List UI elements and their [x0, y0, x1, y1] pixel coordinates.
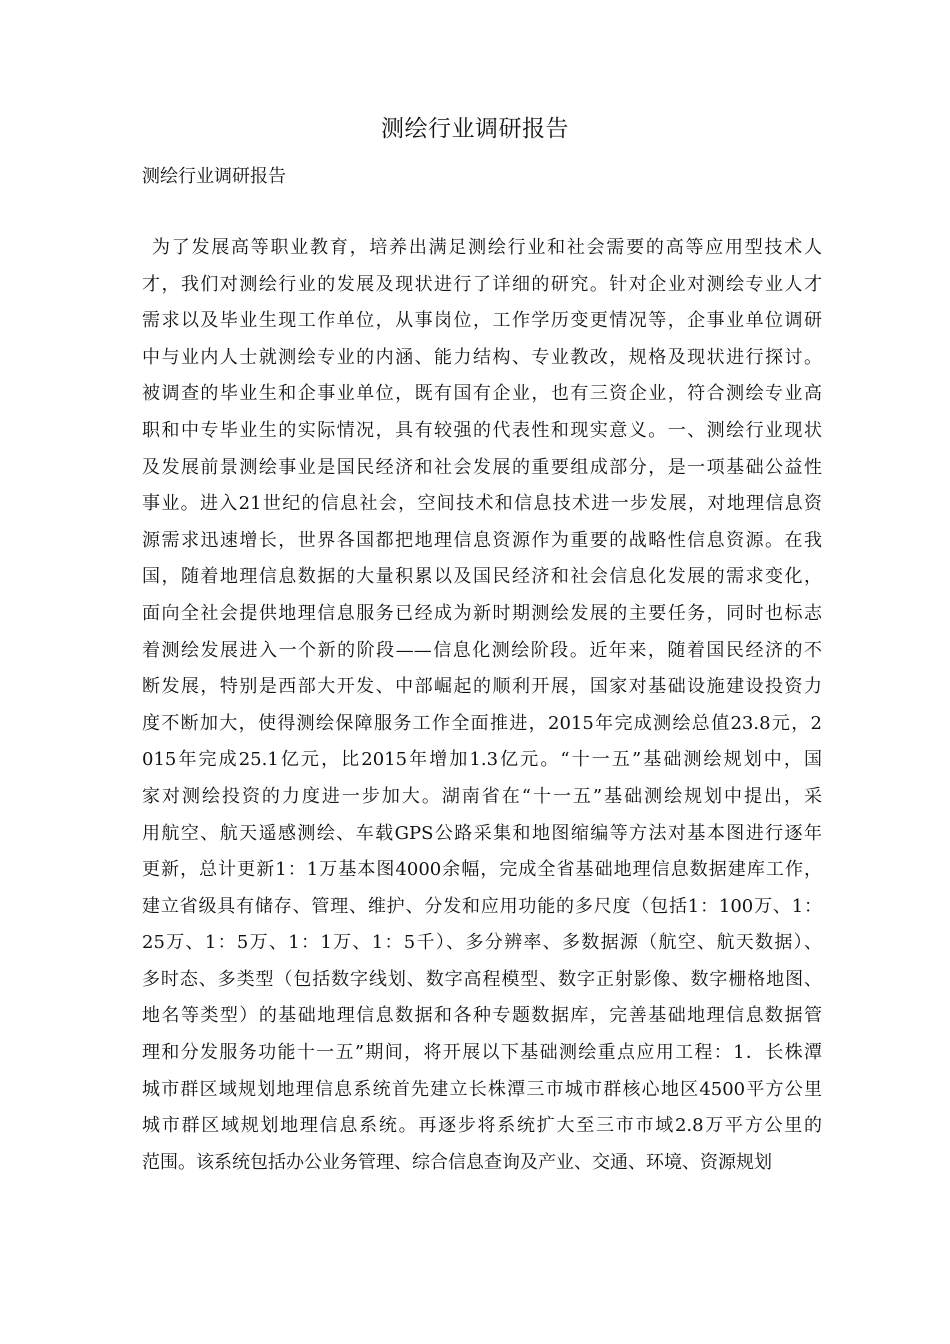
body-line: 度不断加大，使得测绘保障服务工作全面推进，2015年完成测绘总值23.8元，2	[142, 712, 822, 734]
body-line: 多时态、多类型（包括数字线划、数字高程模型、数字正射影像、数字栅格地图、	[142, 968, 822, 990]
body-line: 城市群区域规划地理信息系统首先建立长株潭三市城市群核心地区4500平方公里	[142, 1078, 822, 1100]
body-line: 被调查的毕业生和企事业单位，既有国有企业，也有三资企业，符合测绘专业高	[142, 383, 822, 405]
body-line: 更新，总计更新1：1万基本图4000余幅，完成全省基础地理信息数据建库工作，	[142, 859, 822, 881]
body-line: 断发展，特别是西部大开发、中部崛起的顺利开展，国家对基础设施建设投资力	[142, 676, 822, 698]
body-line: 需求以及毕业生现工作单位，从事岗位，工作学历变更情况等，企事业单位调研	[142, 310, 822, 332]
body-line: 25万、1：5万、1：1万、1：5千）、多分辨率、多数据源（航空、航天数据）、	[142, 932, 822, 954]
body-line: 中与业内人士就测绘专业的内涵、能力结构、专业教改，规格及现状进行探讨。	[142, 346, 822, 368]
body-line: 及发展前景测绘事业是国民经济和社会发展的重要组成部分，是一项基础公益性	[142, 456, 822, 478]
body-line: 015年完成25.1亿元，比2015年增加1.3亿元。“十一五”基础测绘规划中，国	[142, 749, 822, 771]
body-line: 国，随着地理信息数据的大量积累以及国民经济和社会信息化发展的需求变化，	[142, 566, 822, 588]
body-line: 理和分发服务功能十一五”期间，将开展以下基础测绘重点应用工程：1．长株潭	[142, 1042, 822, 1064]
body-line: 用航空、航天遥感测绘、车载GPS公路采集和地图缩编等方法对基本图进行逐年	[142, 822, 822, 844]
document-title: 测绘行业调研报告	[381, 116, 569, 142]
body-line: 建立省级具有储存、管理、维护、分发和应用功能的多尺度（包括1：100万、1：	[142, 895, 822, 917]
body-line: 职和中专毕业生的实际情况，具有较强的代表性和现实意义。一、测绘行业现状	[142, 419, 822, 441]
body-line: 地名等类型）的基础地理信息数据和各种专题数据库，完善基础地理信息数据管	[142, 1005, 822, 1027]
body-line: 源需求迅速增长，世界各国都把地理信息资源作为重要的战略性信息资源。在我	[142, 529, 822, 551]
body-line: 面向全社会提供地理信息服务已经成为新时期测绘发展的主要任务，同时也标志	[142, 602, 822, 624]
body-line: 着测绘发展进入一个新的阶段——信息化测绘阶段。近年来，随着国民经济的不	[142, 639, 822, 661]
body-line: 才，我们对测绘行业的发展及现状进行了详细的研究。针对企业对测绘专业人才	[142, 273, 822, 295]
body-line: 范围。该系统包括办公业务管理、综合信息查询及产业、交通、环境、资源规划	[142, 1151, 772, 1173]
document-body	[142, 230, 822, 1181]
body-line: 为了发展高等职业教育，培养出满足测绘行业和社会需要的高等应用型技术人	[152, 237, 822, 258]
document-subtitle: 测绘行业调研报告	[142, 166, 286, 187]
body-line: 家对测绘投资的力度进一步加大。湖南省在“十一五”基础测绘规划中提出，采	[142, 785, 822, 807]
body-line: 城市群区域规划地理信息系统。再逐步将系统扩大至三市市域2.8万平方公里的	[142, 1115, 822, 1137]
body-line: 事业。进入21世纪的信息社会，空间技术和信息技术进一步发展，对地理信息资	[142, 493, 822, 515]
